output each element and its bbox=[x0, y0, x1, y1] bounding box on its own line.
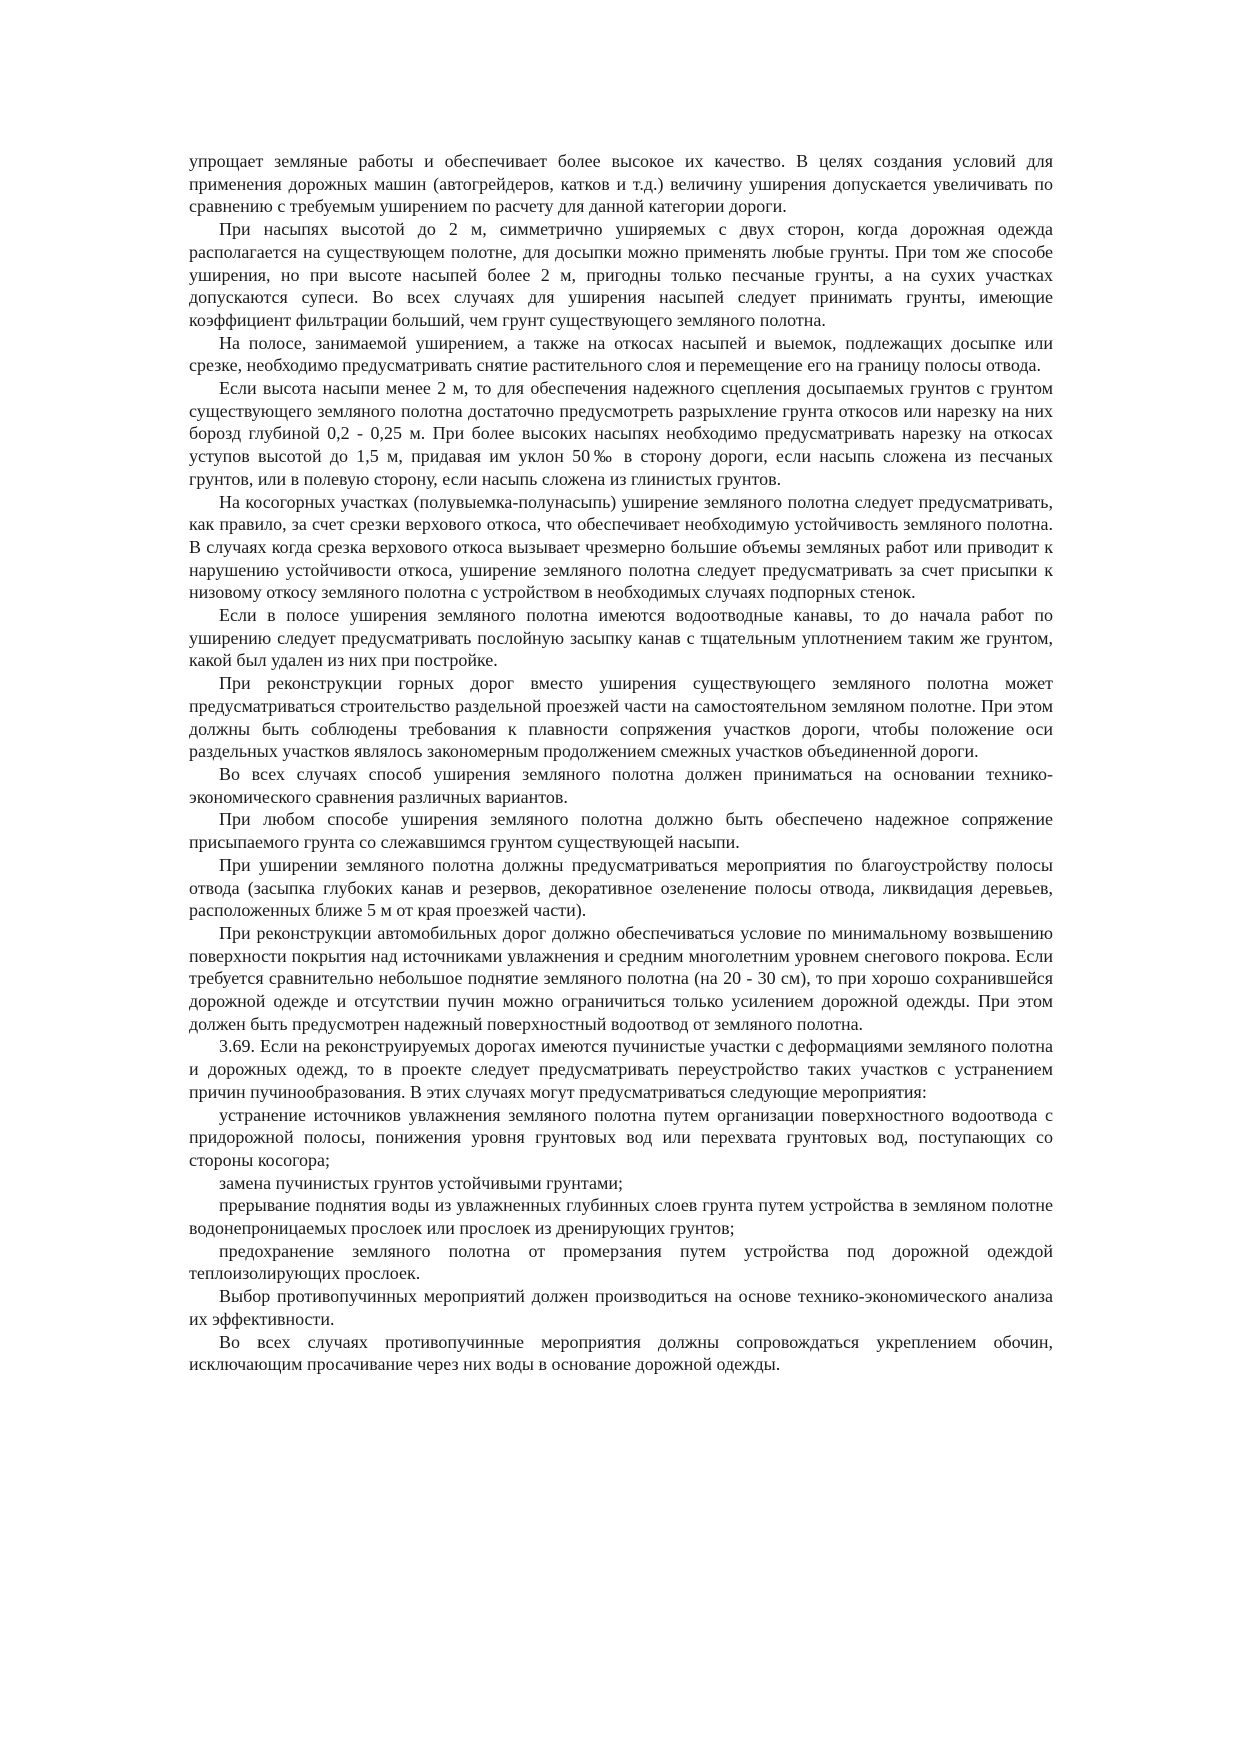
paragraph: При реконструкции автомобильных дорог должно обеспечиваться условие по минимальному возвышению поверхности покрытия над источниками увлажнения и средним многолетним уровнем снегового покрова. Если требуется сравнительно небольшое поднятие земляного полотна (на 20 - 30 см), то при хорошо сохранившейся дорожной одежде и отсутствии пучин можно ограничиться только усилением дорожной одежды. При этом должен быть предусмотрен надежный поверхностный водоотвод от земляного полотна. bbox=[189, 922, 1053, 1034]
paragraph: Если высота насыпи менее 2 м, то для обеспечения надежного сцепления досыпаемых грунтов с грунтом существующего земляного полотна достаточно предусмотреть разрыхление грунта откосов или нарезку на них борозд глубиной 0,2 - 0,25 м. При более высоких насыпях необходимо предусматривать нарезку на откосах уступов высотой до 1,5 м, придавая им уклон 50‰ в сторону дороги, если насыпь сложена из песчаных грунтов, или в полевую сторону, если насыпь сложена из глинистых грунтов. bbox=[189, 378, 1053, 489]
paragraph: При реконструкции горных дорог вместо уширения существующего земляного полотна может предусматриваться строительство раздельной проезжей части на самостоятельном земляном полотне. При этом должны быть соблюдены требования к плавности сопряжения участков дороги, чтобы положение оси раздельных участков являлось закономерным продолжением смежных участков объединенной дороги. bbox=[189, 673, 1053, 762]
list-item: замена пучинистых грунтов устойчивыми грунтами; bbox=[219, 1172, 623, 1193]
list-item: устранение источников увлажнения земляного полотна путем организации поверхностного водоотвода с придорожной полосы, понижения уровня грунтовых вод или перехвата грунтовых вод, поступающих со стороны косогора; bbox=[189, 1104, 1053, 1170]
paragraph: При любом способе уширения земляного полотна должно быть обеспечено надежное сопряжение присыпаемого грунта со слежавшимся грунтом существующей насыпи. bbox=[189, 809, 1053, 853]
paragraph: Если в полосе уширения земляного полотна имеются водоотводные канавы, то до начала работ по уширению следует предусматривать послойную засыпку канав с тщательным уплотнением таким же грунтом, какой был удален из них при постройке. bbox=[189, 605, 1053, 671]
paragraph: На косогорных участках (полувыемка-полунасыпь) уширение земляного полотна следует предусматривать, как правило, за счет срезки верхового откоса, что обеспечивает необходимую устойчивость земляного полотна. В случаях когда срезка верхового откоса вызывает чрезмерно большие объемы земляных работ или приводит к нарушению устойчивости откоса, уширение земляного полотна следует предусматривать за счет присыпки к низовому откосу земляного полотна с устройством в необходимых случаях подпорных стенок. bbox=[189, 491, 1053, 603]
paragraph: На полосе, занимаемой уширением, а также на откосах насыпей и выемок, подлежащих досыпке или срезке, необходимо предусматривать снятие растительного слоя и перемещение его на границу полосы отвода. bbox=[189, 332, 1053, 376]
paragraph: При насыпях высотой до 2 м, симметрично уширяемых с двух сторон, когда дорожная одежда располагается на существующем полотне, для досыпки можно применять любые грунты. При том же способе уширения, но при высоте насыпей более 2 м, пригодны только песчаные грунты, а на сухих участках допускаются супеси. Во всех случаях для уширения насыпей следует принимать грунты, имеющие коэффициент фильтрации больший, чем грунт существующего земляного полотна. bbox=[189, 219, 1053, 330]
paragraph: При уширении земляного полотна должны предусматриваться мероприятия по благоустройству полосы отвода (засыпка глубоких канав и резервов, декоративное озеленение полосы отвода, ликвидация деревьев, расположенных ближе 5 м от края проезжей части). bbox=[189, 854, 1053, 921]
paragraph: упрощает земляные работы и обеспечивает более высокое их качество. В целях создания условий для применения дорожных машин (автогрейдеров, катков и т.д.) величину уширения допускается увеличивать по сравнению с требуемым уширением по расчету для данной категории дороги. bbox=[189, 151, 1053, 217]
paragraph: 3.69. Если на реконструируемых дорогах имеются пучинистые участки с деформациями земляного полотна и дорожных одежд, то в проекте следует предусматривать переустройство таких участков с устранением причин пучинообразования. В этих случаях могут предусматриваться следующие мероприятия: bbox=[189, 1036, 1053, 1102]
paragraph: Во всех случаях противопучинные мероприятия должны сопровождаться укреплением обочин, исключающим просачивание через них воды в основание дорожной одежды. bbox=[189, 1331, 1053, 1375]
paragraph: Во всех случаях способ уширения земляного полотна должен приниматься на основании технико-экономического сравнения различных вариантов. bbox=[189, 763, 1053, 807]
paragraph: Выбор противопучинных мероприятий должен производиться на основе технико-экономического анализа их эффективности. bbox=[189, 1286, 1053, 1329]
document-page bbox=[189, 150, 1053, 1376]
list-item: предохранение земляного полотна от промерзания путем устройства под дорожной одеждой теплоизолирующих прослоек. bbox=[189, 1240, 1053, 1284]
list-item: прерывание поднятия воды из увлажненных глубинных слоев грунта путем устройства в земляном полотне водонепроницаемых прослоек или прослоек из дренирующих грунтов; bbox=[189, 1195, 1053, 1239]
